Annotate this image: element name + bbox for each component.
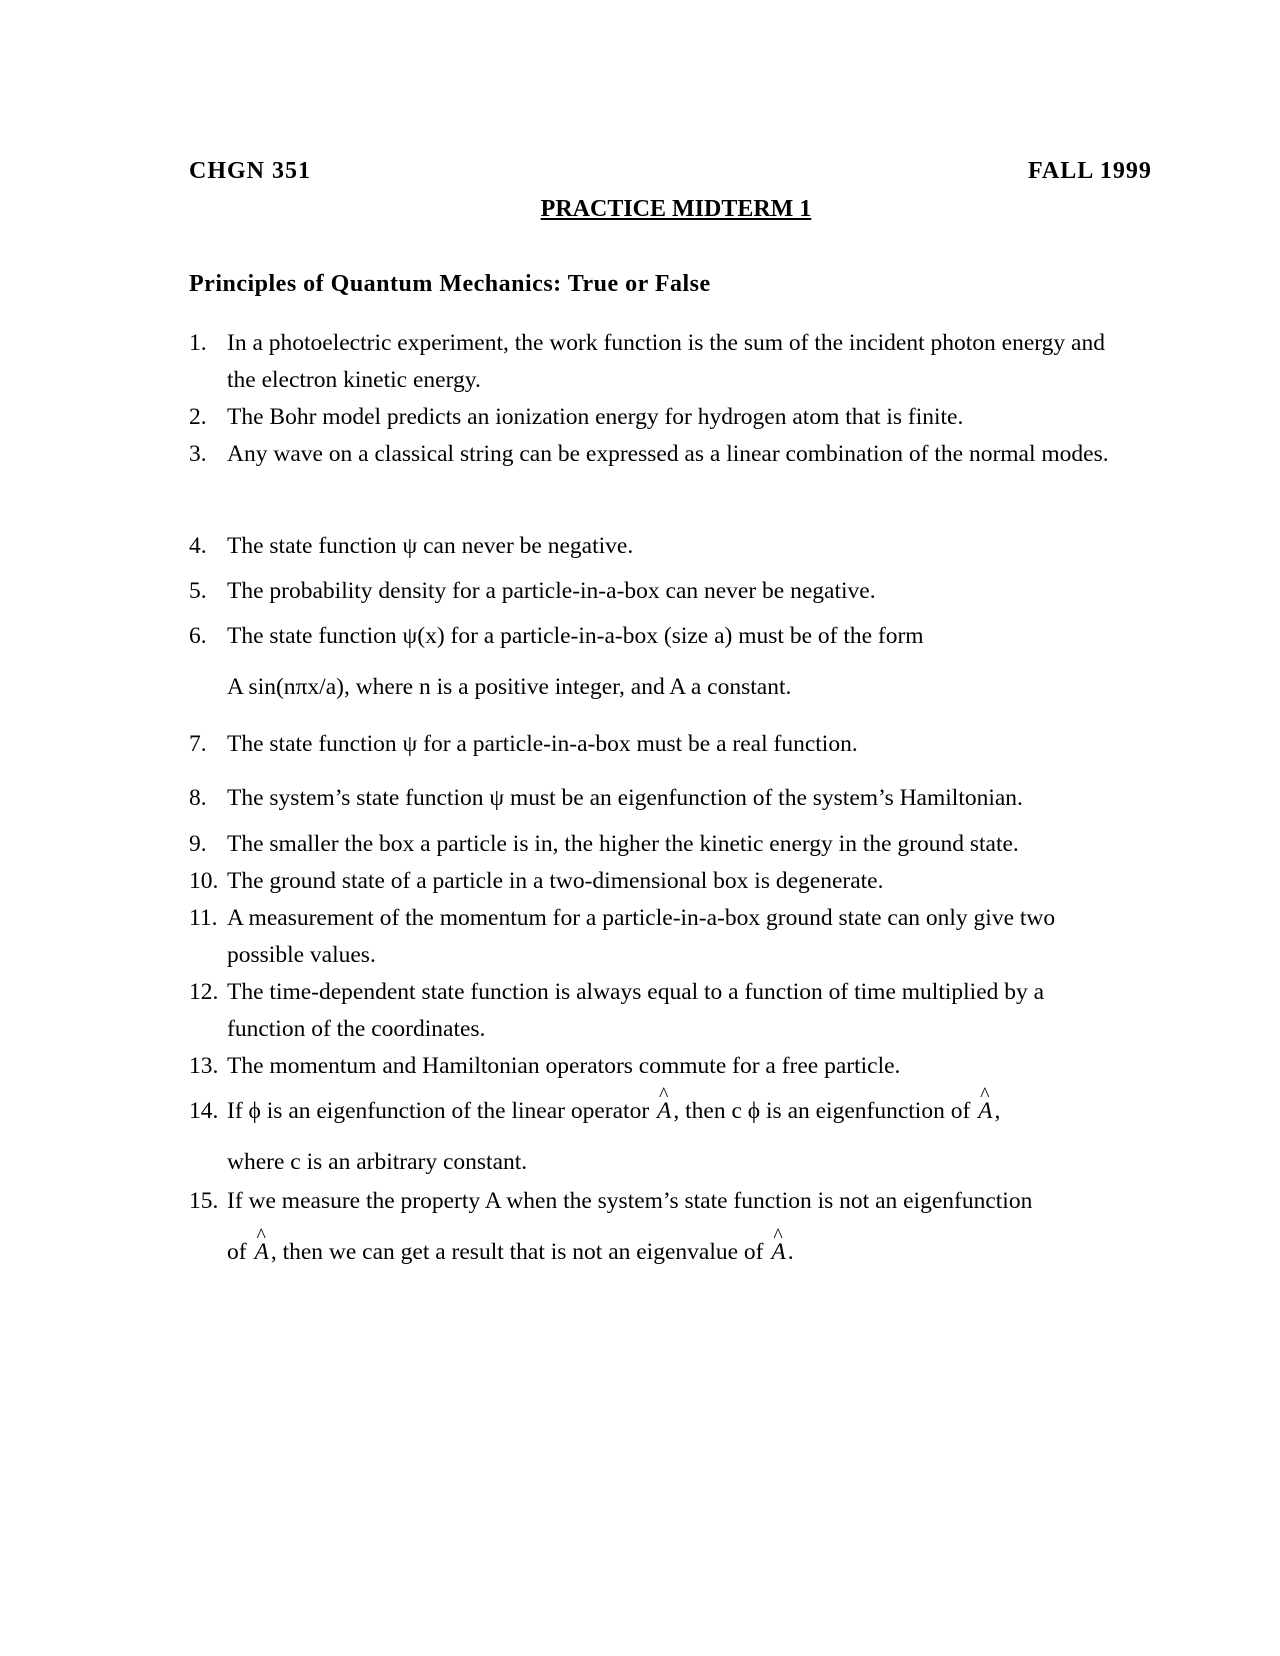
operator-a-hat: ^ A — [252, 1234, 270, 1271]
question-text — [227, 1093, 1109, 1130]
question-1 — [189, 325, 1109, 399]
question-text: The system’s state function ψ must be an eigenfunction of the system’s Hamiltonian. — [227, 785, 1023, 811]
question-number: 8. — [189, 785, 207, 811]
question-text: The ground state of a particle in a two-dimensional box is degenerate. — [227, 868, 884, 894]
question-text: The momentum and Hamiltonian operators commute for a free particle. — [227, 1053, 901, 1079]
question-9 — [189, 826, 1109, 863]
question-10 — [189, 863, 1109, 900]
course-code: CHGN 351 — [189, 158, 311, 184]
operator-a-hat: ^ A — [769, 1234, 787, 1271]
question-text: In a photoelectric experiment, the work function is the sum of the incident photon energy and the electron kinetic energy. — [227, 330, 1105, 393]
question-5 — [189, 573, 1109, 610]
question-number: 12. — [189, 979, 219, 1005]
question-text: The state function ψ(x) for a particle-in-a-box (size a) must be of the form — [227, 623, 924, 649]
question-text-part-b: , then c ϕ is an eigenfunction of — [673, 1098, 977, 1124]
question-number: 4. — [189, 533, 207, 559]
question-text-part-a: If ϕ is an eigenfunction of the linear operator — [227, 1098, 656, 1124]
question-number: 7. — [189, 731, 207, 757]
question-number: 11. — [189, 905, 218, 931]
question-3 — [189, 436, 1109, 473]
question-text: The time-dependent state function is always equal to a function of time multiplied by a function of the coordinates. — [227, 979, 1045, 1042]
question-2 — [189, 399, 1109, 436]
question-text-part-c: , — [994, 1098, 1001, 1124]
page-title: PRACTICE MIDTERM 1 — [540, 196, 812, 222]
question-number: 5. — [189, 578, 207, 604]
section-heading: Principles of Quantum Mechanics: True or False — [189, 271, 711, 297]
question-text-continued — [227, 1234, 1109, 1271]
question-text: The state function ψ for a particle-in-a-box must be a real function. — [227, 731, 858, 757]
question-number: 10. — [189, 868, 219, 894]
operator-a-hat: ^ A — [976, 1093, 994, 1130]
question-text-part-b: , then we can get a result that is not an eigenvalue of — [270, 1239, 770, 1265]
question-text: If we measure the property A when the system’s state function is not an eigenfunction — [227, 1188, 1033, 1214]
question-number: 13. — [189, 1053, 219, 1079]
question-text-part-a: of — [227, 1239, 253, 1265]
question-text: The smaller the box a particle is in, the higher the kinetic energy in the ground state. — [227, 831, 1019, 857]
question-14 — [189, 1093, 1109, 1181]
question-number: 9. — [189, 831, 207, 857]
question-8 — [189, 780, 1109, 817]
question-text-continued: where c is an arbitrary constant. — [227, 1149, 528, 1175]
operator-a-hat: ^ A — [655, 1093, 673, 1130]
question-text: The probability density for a particle-in-a-box can never be negative. — [227, 578, 876, 604]
question-number: 14. — [189, 1098, 219, 1124]
question-number: 1. — [189, 330, 207, 356]
question-text-part-c: . — [787, 1239, 794, 1265]
question-text: The state function ψ can never be negative. — [227, 533, 634, 559]
question-6 — [189, 618, 1109, 706]
question-text: Any wave on a classical string can be expressed as a linear combination of the normal modes. — [227, 441, 1109, 467]
question-12 — [189, 974, 1109, 1048]
question-text-continued: A sin(nπx/a), where n is a positive integer, and A a constant. — [227, 674, 792, 700]
question-13 — [189, 1048, 1109, 1085]
question-number: 15. — [189, 1188, 219, 1214]
question-4 — [189, 528, 1109, 565]
question-11 — [189, 900, 1109, 974]
question-text: A measurement of the momentum for a particle-in-a-box ground state can only give two possible values. — [227, 905, 1056, 968]
term-label: FALL 1999 — [1028, 158, 1152, 184]
question-number: 6. — [189, 623, 207, 649]
question-text: The Bohr model predicts an ionization energy for hydrogen atom that is finite. — [227, 404, 964, 430]
question-number: 2. — [189, 404, 207, 430]
question-7 — [189, 726, 1109, 763]
question-number: 3. — [189, 441, 207, 467]
question-15 — [189, 1183, 1109, 1271]
